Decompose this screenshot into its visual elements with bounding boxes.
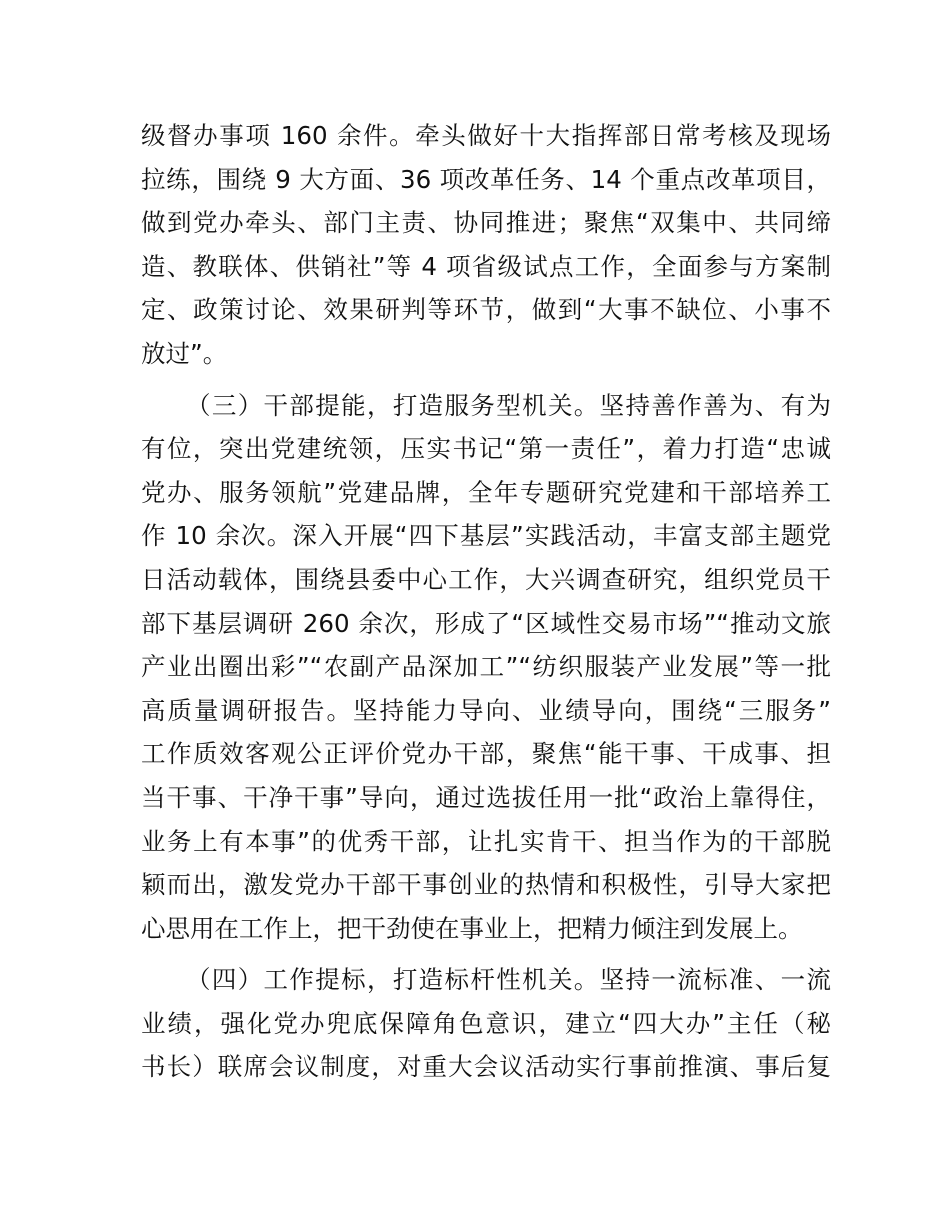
paragraph-line: 业务上有本事”的优秀干部，让扎实肯干、担当作为的干部脱 [141, 826, 831, 856]
paragraph-line: 工作质效客观公正评价党办干部，聚焦“能干事、干成事、担 [141, 739, 831, 769]
paragraph-line: （三）干部提能，打造服务型机关。坚持善作善为、有为 [186, 390, 831, 420]
paragraph-line: 产业出圈出彩”“农副产品深加工”“纺织服装产业发展”等一批 [141, 652, 831, 682]
document-body [141, 114, 831, 1089]
paragraph-line: 心思用在工作上，把干劲使在事业上，把精力倾注到发展上。 [141, 913, 803, 943]
paragraph-3 [141, 958, 831, 1089]
paragraph-line: 级督办事项 160 余件。牵头做好十大指挥部日常考核及现场 [141, 121, 831, 150]
paragraph-line: 颖而出，激发党办干部干事创业的热情和积极性，引导大家把 [141, 870, 831, 900]
paragraph-gap [141, 376, 831, 384]
paragraph-2 [141, 384, 831, 951]
paragraph-line: 拉练，围绕 9 大方面、36 项改革任务、14 个重点改革项目， [141, 164, 831, 194]
paragraph-line: 放过”。 [141, 338, 228, 368]
paragraph-1 [141, 114, 831, 376]
paragraph-line: 日活动载体，围绕县委中心工作，大兴调查研究，组织党员干 [141, 564, 831, 594]
paragraph-line: 造、教联体、供销社”等 4 项省级试点工作，全面参与方案制 [141, 251, 831, 281]
paragraph-line: 当干事、干净干事”导向，通过选拔任用一批“政治上靠得住， [141, 782, 831, 812]
paragraph-line: 书长）联席会议制度，对重大会议活动实行事前推演、事后复 [141, 1052, 831, 1082]
paragraph-line: 作 10 余次。深入开展“四下基层”实践活动，丰富支部主题党 [141, 521, 831, 551]
paragraph-line: 党办、服务领航”党建品牌，全年专题研究党建和干部培养工 [141, 477, 831, 507]
paragraph-line: 定、政策讨论、效果研判等环节，做到“大事不缺位、小事不 [141, 295, 831, 325]
paragraph-line: （四）工作提标，打造标杆性机关。坚持一流标准、一流 [186, 965, 831, 995]
paragraph-line: 业绩，强化党办兜底保障角色意识，建立“四大办”主任（秘 [141, 1008, 831, 1038]
paragraph-gap [141, 950, 831, 958]
paragraph-line: 有位，突出党建统领，压实书记“第一责任”，着力打造“忠诚 [141, 434, 831, 464]
paragraph-line: 部下基层调研 260 余次，形成了“区域性交易市场”“推动文旅 [141, 608, 831, 638]
paragraph-line: 高质量调研报告。坚持能力导向、业绩导向，围绕“三服务” [141, 695, 831, 725]
paragraph-line: 做到党办牵头、部门主责、协同推进；聚焦“双集中、共同缔 [141, 208, 831, 238]
